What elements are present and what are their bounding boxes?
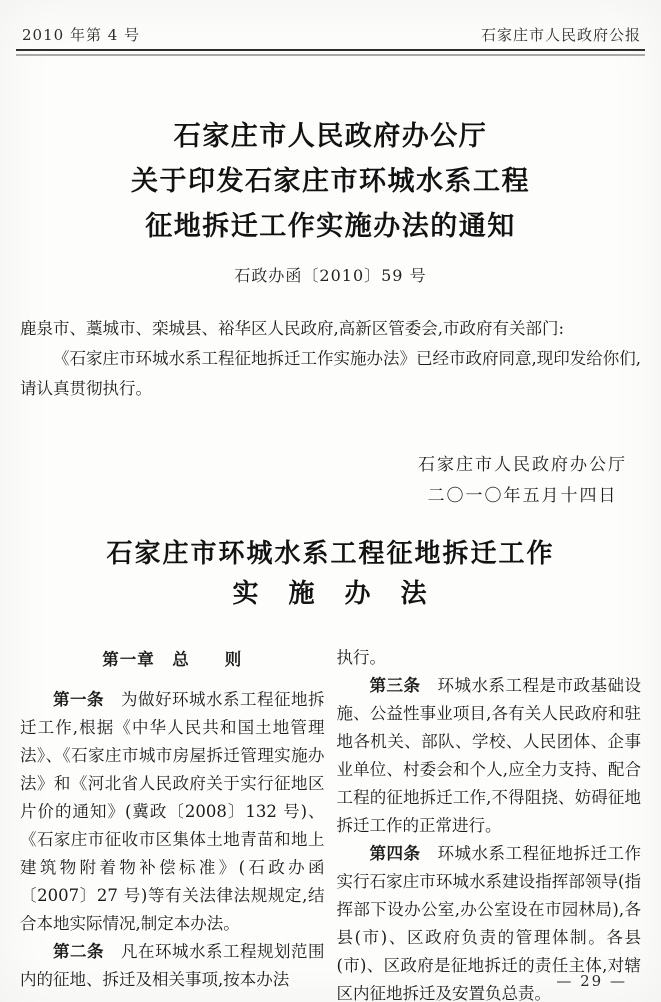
article-2-continuation [337,644,642,672]
article-1-text: 为做好环城水系工程征地拆迁工作,根据《中华人民共和国土地管理法》、《石家庄市城市房屋拆迁管理实施办法》和《河北省人民政府关于实行征地区片价的通知》(冀政〔2008〕132 号)、《石家庄市征收市区集体土地青苗和地上建筑物附着物补偿标准》(石政办函〔2007〕27 号)等有关法律法规规定,结合本地实际情况,制定本办法。 [20,690,325,933]
right-column [337,644,642,1002]
signature-block [0,450,661,512]
measures-title-line-1: 石家庄市环城水系工程征地拆迁工作 [106,539,555,569]
chapter-heading: 第一章 总 则 [102,650,243,669]
article-1-lead: 第一条 [53,690,104,709]
notice-title [0,114,661,249]
document-number: 石政办函〔2010〕59 号 [234,266,427,285]
article-2 [20,938,325,994]
header-rule [16,49,645,58]
header-gazette-title: 石家庄市人民政府公报 [480,26,641,44]
article-1 [20,686,325,938]
measures-title-line-2: 实 施 办 法 [232,579,429,609]
page-header [0,0,661,49]
notice-title-line-1: 石家庄市人民政府办公厅 [173,121,488,152]
article-3-text: 环城水系工程是市政基础设施、公益性事业项目,各有关人民政府和驻地各机关、部队、学校、人民团体、企事业单位、村委会和个人,应全力支持、配合工程的征地拆迁工作,不得阻挠、妨碍征地拆迁工作的正常进行。 [336,676,641,835]
measures-body [20,644,641,1002]
measures-title [0,534,661,614]
signature-date: 二〇一〇年五月十四日 [427,486,618,506]
article-2-lead: 第二条 [53,942,104,961]
article-3-lead: 第三条 [369,676,421,695]
notice-paragraph: 《石家庄市环城水系工程征地拆迁工作实施办法》已经市政府同意,现印发给你们,请认真贯彻执行。 [20,349,641,398]
signature-inner [418,450,627,512]
header-issue-number: 2010 年第 4 号 [22,26,141,44]
article-2-continuation-text: 执行。 [336,648,386,667]
article-2-text: 凡在环城水系工程规划范围内的征地、拆迁及相关事项,按本办法 [20,942,325,989]
article-4-text: 环城水系工程征地拆迁工作实行石家庄市环城水系建设指挥部领导(指挥部下设办公室,办公室设在市园林局),各县(市)、区政府负责的管理体制。各县(市)、区政府是征地拆迁的责任主体,对辖区内征地拆迁及安置负总责。 [336,844,641,1002]
notice-title-line-2: 关于印发石家庄市环城水系工程 [131,166,530,197]
article-3 [337,672,642,840]
left-column [20,644,325,1002]
page-number: — 29 — [556,972,627,990]
notice-title-line-3: 征地拆迁工作实施办法的通知 [145,211,516,242]
notice-body [20,314,641,404]
signature-organization: 石家庄市人民政府办公厅 [418,455,627,475]
salutation-line: 鹿泉市、藁城市、栾城县、裕华区人民政府,高新区管委会,市政府有关部门: [20,319,565,338]
article-4-lead: 第四条 [369,844,421,863]
